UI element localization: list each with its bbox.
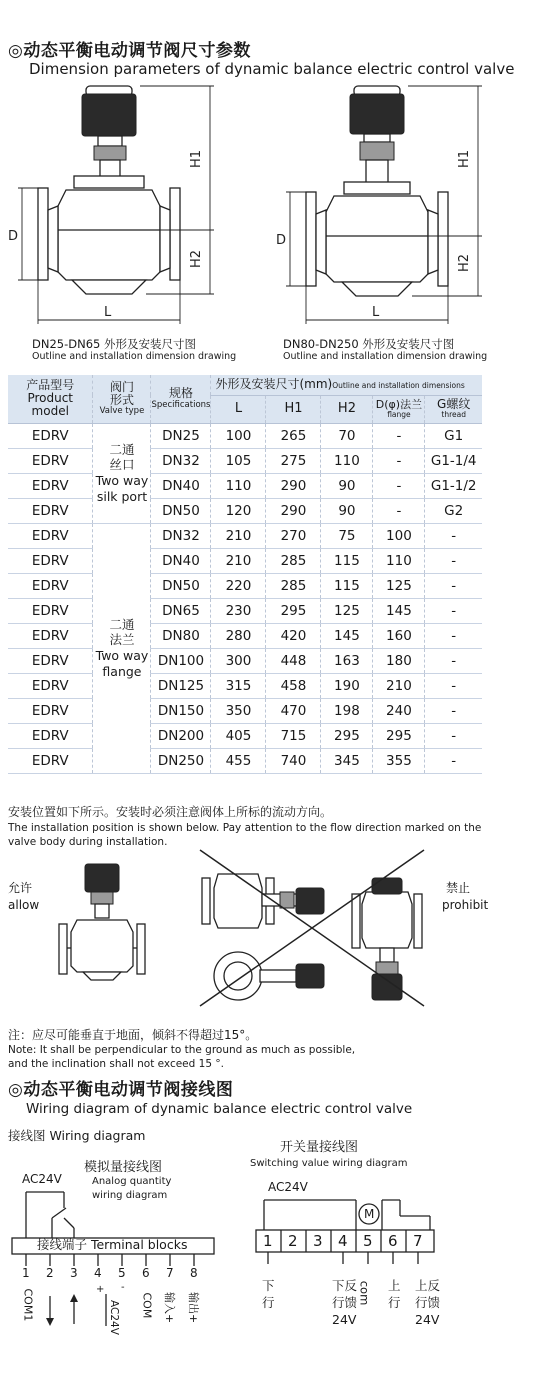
- cell-model: EDRV: [8, 598, 93, 623]
- cell-spec: DN125: [151, 673, 211, 698]
- dim-h2-left: H2: [189, 249, 204, 268]
- cell-h1: 290: [266, 498, 321, 523]
- switch-label-t4: 下反 行馈 24V: [332, 1278, 358, 1327]
- header-model: 产品型号 Product model: [8, 375, 93, 423]
- switch-title-en: Switching value wiring diagram: [250, 1158, 408, 1169]
- cell-h2: 125: [321, 598, 373, 623]
- cell-g: -: [425, 723, 482, 748]
- analog-label-minus: -: [121, 1282, 125, 1293]
- cell-g: -: [425, 623, 482, 648]
- analog-terminal-7: 7: [166, 1266, 174, 1280]
- cell-g: -: [425, 748, 482, 773]
- switch-terminal-4: 4: [338, 1232, 348, 1250]
- table-row: [8, 623, 482, 648]
- motor-label: M: [364, 1207, 375, 1221]
- cell-h1: 285: [266, 548, 321, 573]
- table-header-row-1: [8, 375, 482, 395]
- cell-model: EDRV: [8, 573, 93, 598]
- header-spec: 规格 Specifications: [151, 375, 211, 423]
- table-row: [8, 498, 482, 523]
- analog-supply-label: AC24V: [22, 1172, 62, 1186]
- cell-valve-type-flange: 二通 法兰 Two way flange: [93, 523, 151, 773]
- cell-l: 315: [211, 673, 266, 698]
- cell-g: G1: [425, 423, 482, 448]
- valve-drawing-small: [0, 80, 260, 340]
- install-text-en-1: The installation position is shown below. Pay attention to the flow direction marked on the: [8, 822, 482, 834]
- cell-spec: DN32: [151, 523, 211, 548]
- cell-h1: 470: [266, 698, 321, 723]
- cell-h1: 295: [266, 598, 321, 623]
- analog-label-com: COM: [140, 1292, 154, 1319]
- install-note-en-2: and the inclination shall not exceed 15 °.: [8, 1058, 224, 1070]
- switch-label-t1: 下 行: [262, 1278, 275, 1310]
- cell-d: 355: [373, 748, 425, 773]
- cell-l: 300: [211, 648, 266, 673]
- cell-model: EDRV: [8, 423, 93, 448]
- cell-h1: 290: [266, 473, 321, 498]
- cell-l: 100: [211, 423, 266, 448]
- cell-l: 220: [211, 573, 266, 598]
- cell-l: 120: [211, 498, 266, 523]
- cell-model: EDRV: [8, 648, 93, 673]
- prohibit-label: 禁止 prohibit: [442, 881, 489, 912]
- drawing-right-caption-en: Outline and installation dimension drawing: [283, 351, 488, 362]
- drawing-left-caption-cn: DN25-DN65 外形及安装尺寸图: [32, 337, 196, 351]
- table-row: [8, 573, 482, 598]
- cell-spec: DN150: [151, 698, 211, 723]
- allow-label: 允许 allow: [8, 881, 40, 912]
- cell-model: EDRV: [8, 548, 93, 573]
- switching-wiring-diagram: [250, 1190, 450, 1270]
- header-valve-type: 阀门 形式 Valve type: [93, 375, 151, 423]
- cell-l: 110: [211, 473, 266, 498]
- cell-d: 180: [373, 648, 425, 673]
- spec-table: [8, 375, 482, 774]
- cell-d: 125: [373, 573, 425, 598]
- cell-d: 110: [373, 548, 425, 573]
- header-d: D(φ)法兰 flange: [373, 395, 425, 423]
- cell-h2: 115: [321, 573, 373, 598]
- cell-d: 160: [373, 623, 425, 648]
- cell-h1: 265: [266, 423, 321, 448]
- switch-terminal-1: 1: [263, 1232, 273, 1250]
- cell-g: -: [425, 648, 482, 673]
- switch-terminal-numbers: [256, 1232, 436, 1254]
- analog-label-plus: +: [96, 1284, 105, 1295]
- table-row: [8, 673, 482, 698]
- cell-spec: DN80: [151, 623, 211, 648]
- cell-g: -: [425, 548, 482, 573]
- install-text-cn: 安装位置如下所示。安装时必须注意阀体上所标的流动方向。: [8, 805, 333, 819]
- cell-h1: 285: [266, 573, 321, 598]
- cell-valve-type-silk: 二通 丝口 Two way silk port: [93, 423, 151, 523]
- cell-h1: 715: [266, 723, 321, 748]
- header-l: L: [211, 395, 266, 423]
- dim-l-right: L: [372, 305, 380, 320]
- section2-title-cn: ◎动态平衡电动调节阀接线图: [8, 1080, 234, 1100]
- cell-h2: 190: [321, 673, 373, 698]
- table-row: [8, 748, 482, 773]
- cell-h2: 145: [321, 623, 373, 648]
- switch-label-t5: com: [357, 1280, 372, 1306]
- cell-model: EDRV: [8, 723, 93, 748]
- cell-spec: DN25: [151, 423, 211, 448]
- switch-supply-label: AC24V: [268, 1180, 308, 1194]
- cell-h2: 110: [321, 448, 373, 473]
- cell-l: 230: [211, 598, 266, 623]
- cell-l: 210: [211, 523, 266, 548]
- cell-d: -: [373, 473, 425, 498]
- cell-h2: 90: [321, 473, 373, 498]
- cell-h1: 740: [266, 748, 321, 773]
- dim-h1-right: H1: [457, 149, 472, 168]
- table-row: [8, 423, 482, 448]
- cell-d: 145: [373, 598, 425, 623]
- switch-label-t6: 上 行: [388, 1278, 401, 1310]
- cell-h2: 295: [321, 723, 373, 748]
- cell-l: 405: [211, 723, 266, 748]
- cell-model: EDRV: [8, 623, 93, 648]
- analog-title-en-2: wiring diagram: [92, 1190, 168, 1201]
- cell-spec: DN65: [151, 598, 211, 623]
- cell-d: 100: [373, 523, 425, 548]
- analog-terminal-1: 1: [22, 1266, 30, 1280]
- cell-h2: 75: [321, 523, 373, 548]
- valve-drawing-large: [262, 80, 522, 340]
- cell-h2: 345: [321, 748, 373, 773]
- table-row: [8, 448, 482, 473]
- analog-label-com1: COM1: [21, 1288, 35, 1322]
- cell-model: EDRV: [8, 473, 93, 498]
- cell-spec: DN50: [151, 498, 211, 523]
- analog-title-cn: 模拟量接线图: [84, 1160, 163, 1175]
- analog-label-ac24v: AC24V: [108, 1300, 120, 1335]
- dim-h1-left: H1: [189, 149, 204, 168]
- cell-d: -: [373, 448, 425, 473]
- cell-g: -: [425, 573, 482, 598]
- analog-terminal-3: 3: [70, 1266, 78, 1280]
- cell-h2: 198: [321, 698, 373, 723]
- cell-model: EDRV: [8, 498, 93, 523]
- cell-d: 240: [373, 698, 425, 723]
- dim-d-right: D: [276, 233, 287, 248]
- table-row: [8, 548, 482, 573]
- switch-title-cn: 开关量接线图: [280, 1140, 359, 1155]
- dim-h2-right: H2: [457, 253, 472, 272]
- drawing-left-caption-en: Outline and installation dimension drawing: [32, 351, 237, 362]
- cell-spec: DN40: [151, 548, 211, 573]
- cell-l: 105: [211, 448, 266, 473]
- section1-title-en: Dimension parameters of dynamic balance electric control valve: [29, 60, 515, 78]
- analog-terminal-4: 4: [94, 1266, 102, 1280]
- analog-label-output: 输出+: [187, 1292, 200, 1324]
- switch-terminal-5: 5: [363, 1232, 373, 1250]
- analog-terminal-5: 5: [118, 1266, 126, 1280]
- cell-g: G2: [425, 498, 482, 523]
- drawing-right-caption-cn: DN80-DN250 外形及安装尺寸图: [283, 337, 455, 351]
- cell-g: G1-1/2: [425, 473, 482, 498]
- cell-h1: 448: [266, 648, 321, 673]
- cell-g: -: [425, 698, 482, 723]
- cell-h2: 70: [321, 423, 373, 448]
- analog-title-en-1: Analog quantity: [92, 1176, 172, 1187]
- wiring-sub-title: 接线图 Wiring diagram: [8, 1128, 146, 1143]
- table-row: [8, 698, 482, 723]
- header-dims: 外形及安装尺寸(mm)Outline and installation dimensions: [211, 375, 482, 395]
- switch-terminal-2: 2: [288, 1232, 298, 1250]
- header-g: G螺纹 thread: [425, 395, 482, 423]
- cell-g: -: [425, 673, 482, 698]
- cell-h1: 420: [266, 623, 321, 648]
- cell-model: EDRV: [8, 698, 93, 723]
- cell-d: 210: [373, 673, 425, 698]
- cell-spec: DN100: [151, 648, 211, 673]
- table-row: [8, 473, 482, 498]
- cell-model: EDRV: [8, 673, 93, 698]
- install-note-en-1: Note: It shall be perpendicular to the ground as much as possible,: [8, 1044, 356, 1056]
- analog-terminal-6: 6: [142, 1266, 150, 1280]
- cell-d: 295: [373, 723, 425, 748]
- cell-l: 455: [211, 748, 266, 773]
- cell-spec: DN200: [151, 723, 211, 748]
- dim-d-left: D: [8, 229, 19, 244]
- switch-terminal-7: 7: [413, 1232, 423, 1250]
- cell-h2: 163: [321, 648, 373, 673]
- cell-d: -: [373, 423, 425, 448]
- analog-terminal-8: 8: [190, 1266, 198, 1280]
- dim-l-left: L: [104, 305, 112, 320]
- cell-spec: DN40: [151, 473, 211, 498]
- header-h2: H2: [321, 395, 373, 423]
- cell-l: 210: [211, 548, 266, 573]
- switch-label-t7: 上反 行馈 24V: [415, 1278, 441, 1327]
- cell-l: 280: [211, 623, 266, 648]
- table-row: [8, 598, 482, 623]
- cell-h1: 275: [266, 448, 321, 473]
- section1-title-cn: ◎动态平衡电动调节阀尺寸参数: [8, 41, 251, 61]
- cell-spec: DN250: [151, 748, 211, 773]
- analog-terminal-2: 2: [46, 1266, 54, 1280]
- table-row: [8, 523, 482, 548]
- section2-title-en: Wiring diagram of dynamic balance electric control valve: [26, 1101, 413, 1117]
- header-h1: H1: [266, 395, 321, 423]
- cell-spec: DN50: [151, 573, 211, 598]
- cell-g: -: [425, 523, 482, 548]
- cell-d: -: [373, 498, 425, 523]
- cell-l: 350: [211, 698, 266, 723]
- install-text-en-2: valve body during installation.: [8, 836, 168, 848]
- cell-model: EDRV: [8, 448, 93, 473]
- cell-spec: DN32: [151, 448, 211, 473]
- cell-model: EDRV: [8, 523, 93, 548]
- cell-g: -: [425, 598, 482, 623]
- switch-terminal-6: 6: [388, 1232, 398, 1250]
- cell-h1: 270: [266, 523, 321, 548]
- table-row: [8, 648, 482, 673]
- cell-h2: 90: [321, 498, 373, 523]
- install-note-cn: 注：应尽可能垂直于地面，倾斜不得超过15°。: [8, 1028, 258, 1042]
- prohibited-positions-drawing: [196, 848, 436, 1008]
- cell-h1: 458: [266, 673, 321, 698]
- switch-terminal-3: 3: [313, 1232, 323, 1250]
- analog-label-input: 输入+: [163, 1292, 176, 1324]
- cell-h2: 115: [321, 548, 373, 573]
- allowed-position-drawing: [55, 858, 175, 988]
- cell-model: EDRV: [8, 748, 93, 773]
- cell-g: G1-1/4: [425, 448, 482, 473]
- table-row: [8, 723, 482, 748]
